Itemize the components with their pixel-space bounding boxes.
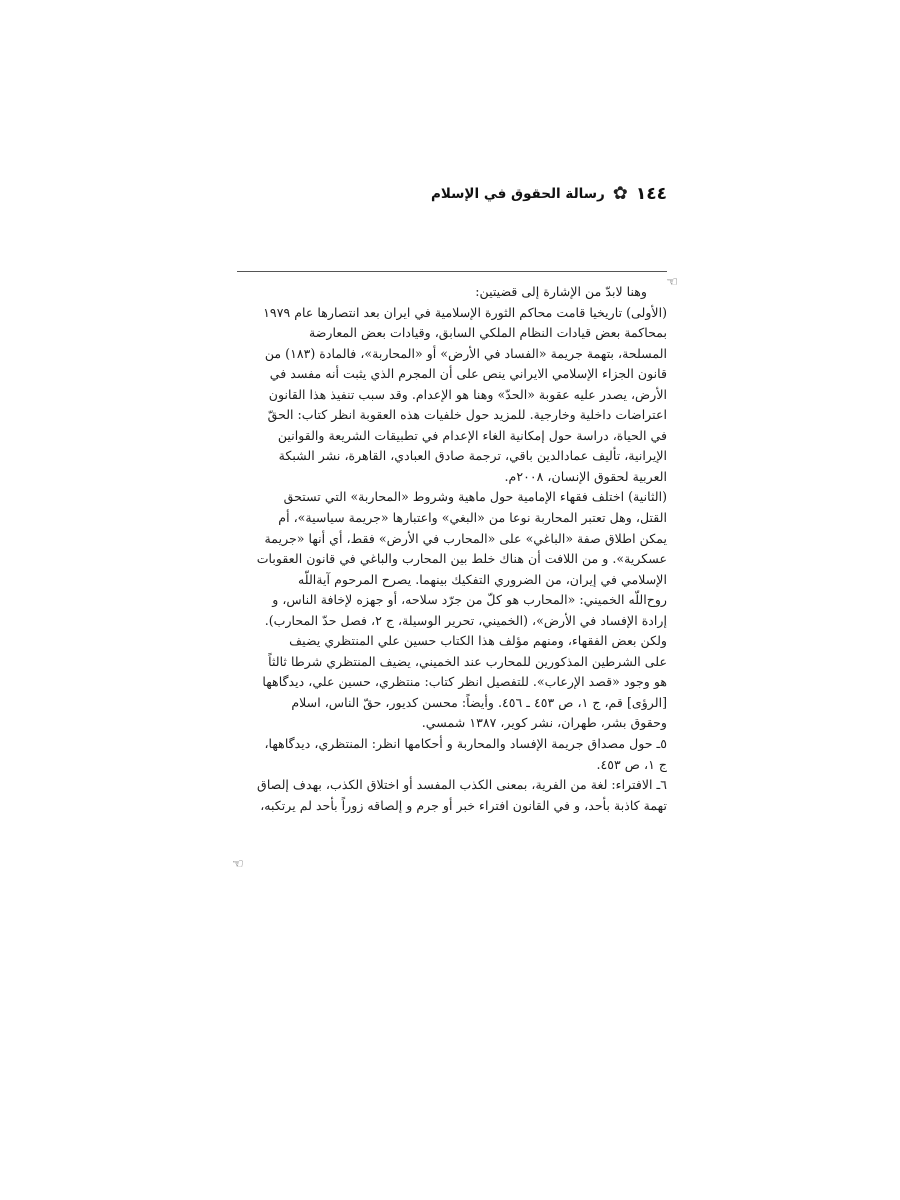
footnote-line: يمكن اطلاق صفة «الباغي» على «المحارب في الأرض» فقط، أي أنها «جريمة (264, 530, 667, 546)
flower-ornament-icon: ✿ (612, 183, 628, 204)
footnote-line: اعتراضات داخلية وخارجية. للمزيد حول خلفيات هذه العقوبة انظر كتاب: الحقّ (267, 407, 667, 423)
page-number: ١٤٤ (635, 184, 667, 204)
footnote-line: ٦ـ الافتراء: لغة من الفرية، بمعنى الكذب المفسد أو اختلاق الكذب، بهدف إلصاق (257, 777, 667, 793)
footnote-line: وهنا لابدّ من الإشارة إلى قضيتين: (475, 284, 647, 299)
footnote-line: ٥ـ حول مصداق جريمة الإفساد والمحاربة و أحكامها انظر: المنتظري، ديدگاهها، (264, 736, 667, 752)
footnote-line: روح‌اللّه الخميني: «المحارب هو كلّ من جرّد سلاحه، أو جهزه لإخافة الناس، و (272, 592, 667, 608)
footnote-line: المسلحة، بتهمة جريمة «الفساد في الأرض» أو «المحاربة»، فالمادة (١٨٣) من (264, 345, 667, 361)
running-title: رسالة الحقوق في الإسلام (431, 186, 605, 202)
page-header (431, 184, 667, 204)
footnote-line: عسكرية». و من اللافت أن هناك خلط بين المحارب والباغي في قانون العقوبات (256, 551, 667, 567)
footnote-line: الإيرانية، تأليف عمادالدين باقي، ترجمة صادق العبادي، القاهرة، نشر الشبكة (278, 448, 667, 464)
footnote-line: تهمة كاذبة بأحد، و في القانون افتراء خبر أو جرم و إلصاقه زوراً بأحد لم يرتكبه، (260, 797, 667, 813)
footnote-line: هو وجود «قصد الإرعاب». للتفصيل انظر كتاب: منتظري، حسين علي، ديدگاهها (262, 674, 667, 690)
footnote-line: إرادة الإفساد في الأرض»، (الخميني، تحرير الوسيلة، ج ٢، فصل حدّ المحارب). (264, 612, 667, 628)
footnote-line: ج ١، ص ٤٥٣. (596, 756, 667, 772)
footnote-line: على الشرطين المذكورين للمحارب عند الخميني، يضيف المنتظري شرطا ثالثاً (268, 653, 667, 669)
footnote-line: القتل، وهل تعتبر المحاربة نوعا من «البغي» واعتبارها «جريمة سياسية»، أم (278, 510, 667, 526)
footnote-line: في الحياة، دراسة حول إمكانية الغاء الإعدام في تطبيقات الشريعة والقوانين (277, 427, 667, 443)
footnotes-block (234, 282, 667, 816)
footnote-separator (237, 271, 667, 272)
footnote-line: الإسلامي في إيران، من الضروري التفكيك بينهما. يصرح المرحوم آيةاللّه (298, 571, 667, 587)
footnote-line: قانون الجزاء الإسلامي الايراني ينص على أن المجرم الذي يثبت أنه مفسد في (269, 366, 667, 382)
footnote-line: وحقوق بشر، طهران، نشر كوير، ١٣٨٧ شمسي. (421, 715, 667, 731)
footnote-line: ولكن بعض الفقهاء، ومنهم مؤلف هذا الكتاب حسين علي المنتظري يضيف (289, 633, 667, 649)
footnote-line: [الرؤى] قم، ج ١، ص ٤٥٣ ـ ٤٥٦. وأيضاً: محسن كديور، حقّ الناس، اسلام (291, 694, 667, 710)
footnote-line: العربية لحقوق الإنسان، ٢٠٠٨م. (504, 468, 667, 484)
footnote-line: بمحاكمة بعض قيادات النظام الملكي السابق، وقيادات بعض المعارضة (308, 325, 667, 341)
footnote-line: (الأولى) تاريخيا قامت محاكم الثورة الإسلامية في ايران بعد انتصارها عام ١٩٧٩ (263, 304, 667, 320)
footnote-line: (الثانية) اختلف فقهاء الإمامية حول ماهية وشروط «المحاربة» التي تستحق (283, 489, 667, 505)
footnote-line: الأرض، يصدر عليه عقوبة «الحدّ» وهنا هو الإعدام. وقد سبب تنفيذ هذا القانون (268, 386, 667, 402)
pointing-hand-icon: ☜ (666, 275, 678, 290)
pointing-hand-icon: ☜ (232, 857, 244, 872)
